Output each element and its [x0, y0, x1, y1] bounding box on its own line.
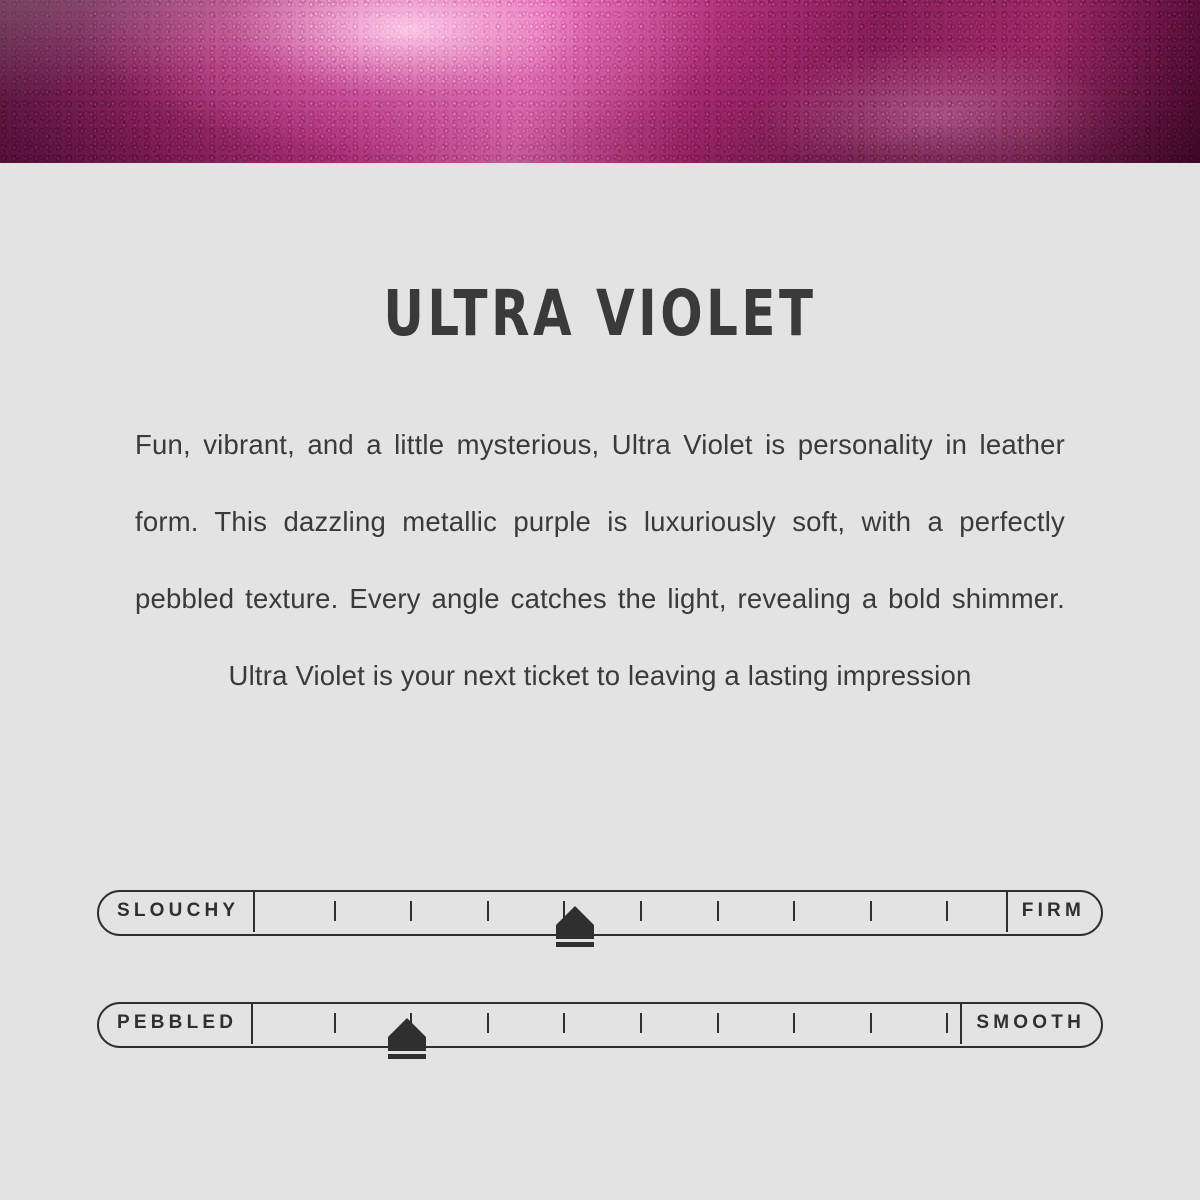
scale-tick — [487, 1013, 489, 1033]
scale-left-label: PEBBLED — [99, 1002, 253, 1044]
product-description: Fun, vibrant, and a little mysterious, Ultra Violet is personality in leather form. This dazzling metallic purple is luxuriously soft, with a perfectly pebbled texture. Every angle catches the light, revealing a bold shimmer. Ultra Violet is your next ticket to leaving a lasting impression — [135, 429, 1065, 691]
scale-tick — [946, 1013, 948, 1033]
scale-tick — [334, 1013, 336, 1033]
leather-texture-banner — [0, 0, 1200, 163]
marker-head-icon — [556, 906, 594, 925]
marker-foot — [556, 942, 594, 947]
marker-body — [556, 925, 594, 939]
scale-tick — [870, 901, 872, 921]
scale-tick — [640, 1013, 642, 1033]
leather-vignette-overlay — [0, 0, 1200, 163]
scale-tick — [640, 901, 642, 921]
scale-tick — [793, 901, 795, 921]
scale-right-label: FIRM — [1006, 890, 1101, 932]
page-title: ULTRA VIOLET — [383, 277, 817, 350]
scale-marker[interactable] — [385, 1018, 429, 1059]
scale-ticks — [267, 1002, 933, 1044]
marker-foot — [388, 1054, 426, 1059]
scale-left-label: SLOUCHY — [99, 890, 255, 932]
scale-tick — [487, 901, 489, 921]
card-content — [0, 163, 1200, 714]
scale-tick — [410, 901, 412, 921]
marker-body — [388, 1037, 426, 1051]
scale-marker[interactable] — [553, 906, 597, 947]
scale-tick — [334, 901, 336, 921]
scale-tick — [870, 1013, 872, 1033]
scale-tick — [946, 901, 948, 921]
scale-texture — [97, 1002, 1103, 1048]
scale-structure — [97, 890, 1103, 936]
scale-tick — [793, 1013, 795, 1033]
scale-tick — [717, 901, 719, 921]
scale-right-label: SMOOTH — [960, 1002, 1101, 1044]
scale-tick — [717, 1013, 719, 1033]
scale-ticks — [267, 890, 933, 932]
attribute-scales — [0, 890, 1200, 1114]
scale-tick — [563, 1013, 565, 1033]
marker-head-icon — [388, 1018, 426, 1037]
